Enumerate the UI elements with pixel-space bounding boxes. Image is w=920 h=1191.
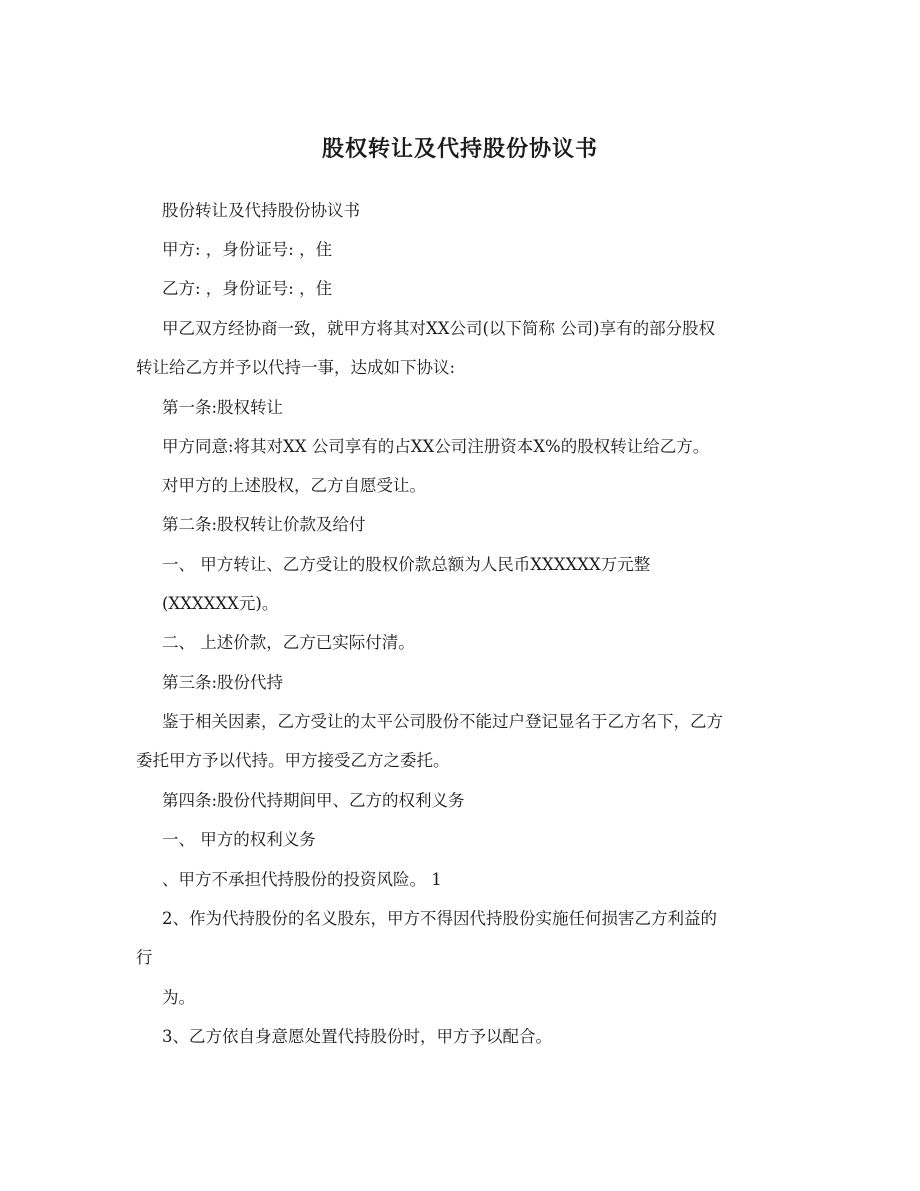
article-3-heading: 第三条:股份代持 [162, 673, 284, 692]
party-a-line: 甲方: ，身份证号: ，住 [162, 240, 333, 259]
article-3-text-line-1: 鉴于相关因素，乙方受让的太平公司股份不能过户登记显名于乙方名下，乙方 [162, 712, 723, 731]
article-4-item-2-line-3: 为。 [162, 988, 195, 1007]
party-b-line: 乙方: ，身份证号: ，住 [162, 279, 333, 298]
article-3-text-line-2: 委托甲方予以代持。甲方接受乙方之委托。 [136, 751, 450, 770]
article-2-item-1-line-2: (XXXXXX元)。 [162, 594, 279, 613]
article-2-heading: 第二条:股权转让价款及给付 [162, 515, 366, 534]
article-4-item-2-line-2: 行 [136, 948, 153, 967]
article-4-item-3: 3、乙方依自身意愿处置代持股份时，甲方予以配合。 [162, 1027, 552, 1046]
article-2-item-2: 二、 上述价款，乙方已实际付清。 [162, 633, 415, 652]
article-4-section-1-heading: 一、 甲方的权利义务 [162, 830, 316, 849]
paragraph-subtitle: 股份转让及代持股份协议书 [162, 201, 360, 220]
article-1-heading: 第一条:股权转让 [162, 398, 284, 417]
article-1-text-line-2: 对甲方的上述股权，乙方自愿受让。 [162, 476, 426, 495]
document-title: 股权转让及代持股份协议书 [321, 136, 598, 162]
intro-paragraph-line-2: 转让给乙方并予以代持一事，达成如下协议: [136, 358, 456, 377]
article-4-item-1: 、甲方不承担代持股份的投资风险。 1 [162, 870, 442, 889]
article-4-heading: 第四条:股份代持期间甲、乙方的权利义务 [162, 791, 465, 810]
article-4-item-2-line-1: 2、作为代持股份的名义股东，甲方不得因代持股份实施任何损害乙方利益的 [162, 909, 717, 928]
article-1-text-line-1: 甲方同意:将其对XX 公司享有的占XX公司注册资本X%的股权转让给乙方。 [162, 437, 710, 456]
intro-paragraph-line-1: 甲乙双方经协商一致，就甲方将其对XX公司(以下简称 公司)享有的部分股权 [162, 319, 716, 338]
article-2-item-1-line-1: 一、 甲方转让、乙方受让的股权价款总额为人民币XXXXXX万元整 [162, 555, 651, 574]
